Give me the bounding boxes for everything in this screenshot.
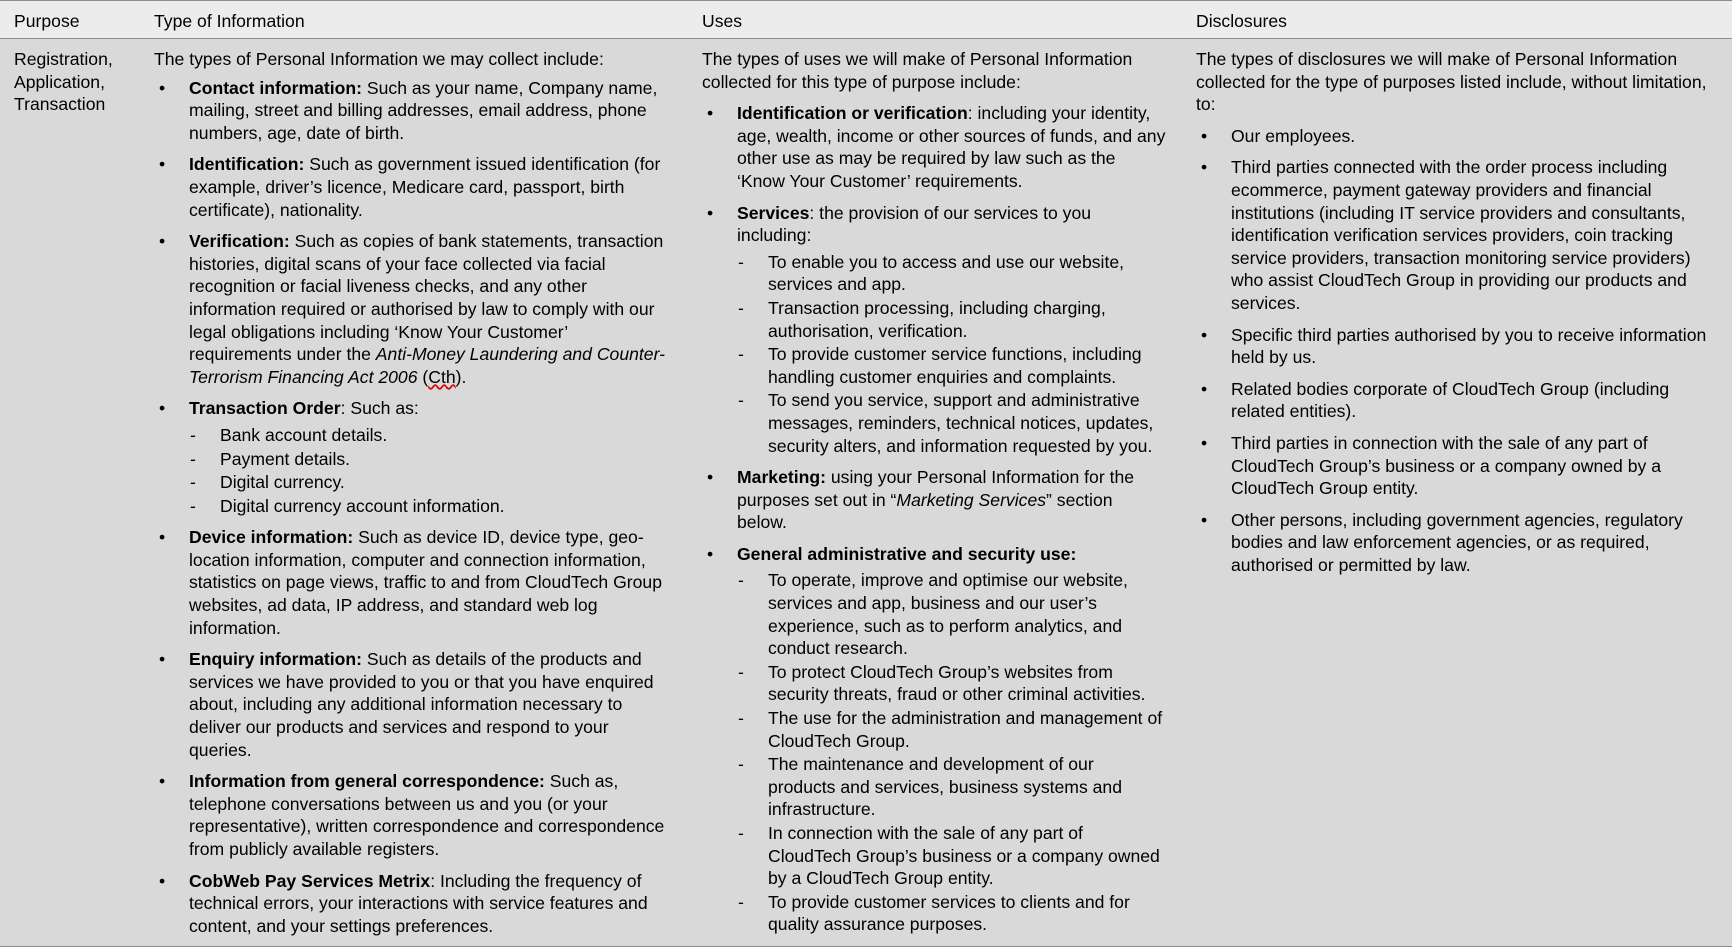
list-item: • Device information: Such as device ID, device type, geo-location information, computer and connection information, statistics on page views, traffic to and from CloudTech Group websites, ad data, IP address, and standard web log information.: [154, 526, 674, 639]
uses-list: [702, 102, 1166, 936]
general-sublist: [737, 569, 1166, 936]
act-name: Anti-Money Laundering and Counter-Terrorism Financing Act 2006: [189, 344, 665, 387]
list-item: • Verification: Such as copies of bank statements, transaction histories, digital scans of your face collected via facial recognition or facial liveness checks, and any other information required or authorised by law to comply with our legal obligations including ‘Know Your Customer’ requirements under the Anti-Money Laundering and Counter-Terrorism Financing Act 2006 (Cth).: [154, 230, 674, 388]
transaction-order-sublist: [189, 424, 674, 517]
purpose-cell: [0, 39, 140, 947]
purpose-line: Registration,: [14, 49, 113, 69]
list-item: • Other persons, including government agencies, regulatory bodies and law enforcement agencies, or as required, authorised or permitted by law.: [1196, 509, 1722, 577]
sub-list-item: - To provide customer service functions, including handling customer enquiries and complaints.: [737, 343, 1166, 388]
header-disclosures: Disclosures: [1182, 1, 1732, 39]
purpose-line: Application,: [14, 71, 105, 92]
purpose-line: Transaction: [14, 94, 106, 115]
services-sublist: [737, 251, 1166, 457]
list-item: • General administrative and security use: - To operate, improve and optimise our website, services and app, business and our user’s experience, such as to perform analytics, and conduct research. - To protect CloudTech Group’s websites from security threats, fraud or other criminal activities. - The use for the administration and management of CloudTech Group. - The maintenance and development of our products and services, business systems and infrastructure. - In connection with the sale of any part of CloudTech Group’s business or a company owned by a CloudTech Group entity. - To provide customer services to clients and for quality assurance purposes.: [702, 543, 1166, 936]
list-item: • Services: the provision of our services to you including: - To enable you to access and use our website, services and app. - Transaction processing, including charging, authorisation, verification. - To provide customer service functions, including handling customer enquiries and complaints. - To send you service, support and administrative messages, reminders, technical notices, updates, security alters, and information requested by you.: [702, 202, 1166, 458]
sub-list-item: - To provide customer services to clients and for quality assurance purposes.: [737, 891, 1166, 936]
disclosures-list: [1196, 125, 1722, 577]
type-list: [154, 77, 674, 938]
table-header: [0, 1, 1732, 39]
list-item: • Marketing: using your Personal Information for the purposes set out in “Marketing Services” section below.: [702, 466, 1166, 534]
list-item: • Third parties connected with the order process including ecommerce, payment gateway providers and financial institutions (including IT service providers and consultants, identification verification services providers, coin tracking service providers, transaction monitoring service providers) who assist CloudTech Group in providing our products and services.: [1196, 156, 1722, 314]
sub-list-item: - To send you service, support and administrative messages, reminders, technical notices, updates, security alters, and information requested by you.: [737, 389, 1166, 457]
sub-list-item: - The use for the administration and management of CloudTech Group.: [737, 707, 1166, 752]
header-type: Type of Information: [140, 1, 688, 39]
list-item: • Identification: Such as government issued identification (for example, driver’s licence, Medicare card, passport, birth certificate), nationality.: [154, 153, 674, 221]
sub-list-item: - In connection with the sale of any part of CloudTech Group’s business or a company owned by a CloudTech Group entity.: [737, 822, 1166, 890]
disclosures-intro: The types of disclosures we will make of Personal Information collected for the type of purposes listed include, without limitation, to:: [1196, 49, 1707, 115]
sub-list-item: - Transaction processing, including charging, authorisation, verification.: [737, 297, 1166, 342]
list-item: • Specific third parties authorised by you to receive information held by us.: [1196, 324, 1722, 369]
sub-list-item: - To protect CloudTech Group’s websites from security threats, fraud or other criminal activities.: [737, 661, 1166, 706]
header-uses: Uses: [688, 1, 1182, 39]
sub-list-item: - Digital currency.: [189, 471, 674, 494]
list-item: • Contact information: Such as your name, Company name, mailing, street and billing addresses, email address, phone numbers, age, date of birth.: [154, 77, 674, 145]
disclosures-cell: [1182, 39, 1732, 947]
sub-list-item: - To enable you to access and use our website, services and app.: [737, 251, 1166, 296]
list-item: • CobWeb Pay Services Metrix: Including the frequency of technical errors, your interactions with service features and content, and your settings preferences.: [154, 870, 674, 938]
list-item: • Information from general correspondence: Such as, telephone conversations between us and you (or your representative), written correspondence and correspondence from publicly available registers.: [154, 770, 674, 860]
header-purpose: Purpose: [0, 1, 140, 39]
sub-list-item: - Digital currency account information.: [189, 495, 674, 518]
type-cell: [140, 39, 688, 947]
table-row: [0, 39, 1732, 947]
list-item: • Our employees.: [1196, 125, 1722, 148]
list-item: • Identification or verification: including your identity, age, wealth, income or other sources of funds, and any other use as may be required by law such as the ‘Know Your Customer’ requirements.: [702, 102, 1166, 192]
sub-list-item: - The maintenance and development of our products and services, business systems and infrastructure.: [737, 753, 1166, 821]
list-item: • Third parties in connection with the sale of any part of CloudTech Group’s business or a company owned by a CloudTech Group entity.: [1196, 432, 1722, 500]
list-item: • Transaction Order: Such as: - Bank account details. - Payment details. - Digital currency. - Digital currency account information.: [154, 397, 674, 517]
list-item: • Related bodies corporate of CloudTech Group (including related entities).: [1196, 378, 1722, 423]
uses-cell: [688, 39, 1182, 947]
type-intro: The types of Personal Information we may collect include:: [154, 49, 604, 69]
uses-intro: The types of uses we will make of Personal Information collected for this type of purpose include:: [702, 49, 1133, 92]
sub-list-item: - Payment details.: [189, 448, 674, 471]
sub-list-item: - Bank account details.: [189, 424, 674, 447]
list-item: • Enquiry information: Such as details of the products and services we have provided to you or that you have enquired about, including any additional information necessary to deliver our products and services and respond to your queries.: [154, 648, 674, 761]
sub-list-item: - To operate, improve and optimise our website, services and app, business and our user’s experience, such as to perform analytics, and conduct research.: [737, 569, 1166, 659]
